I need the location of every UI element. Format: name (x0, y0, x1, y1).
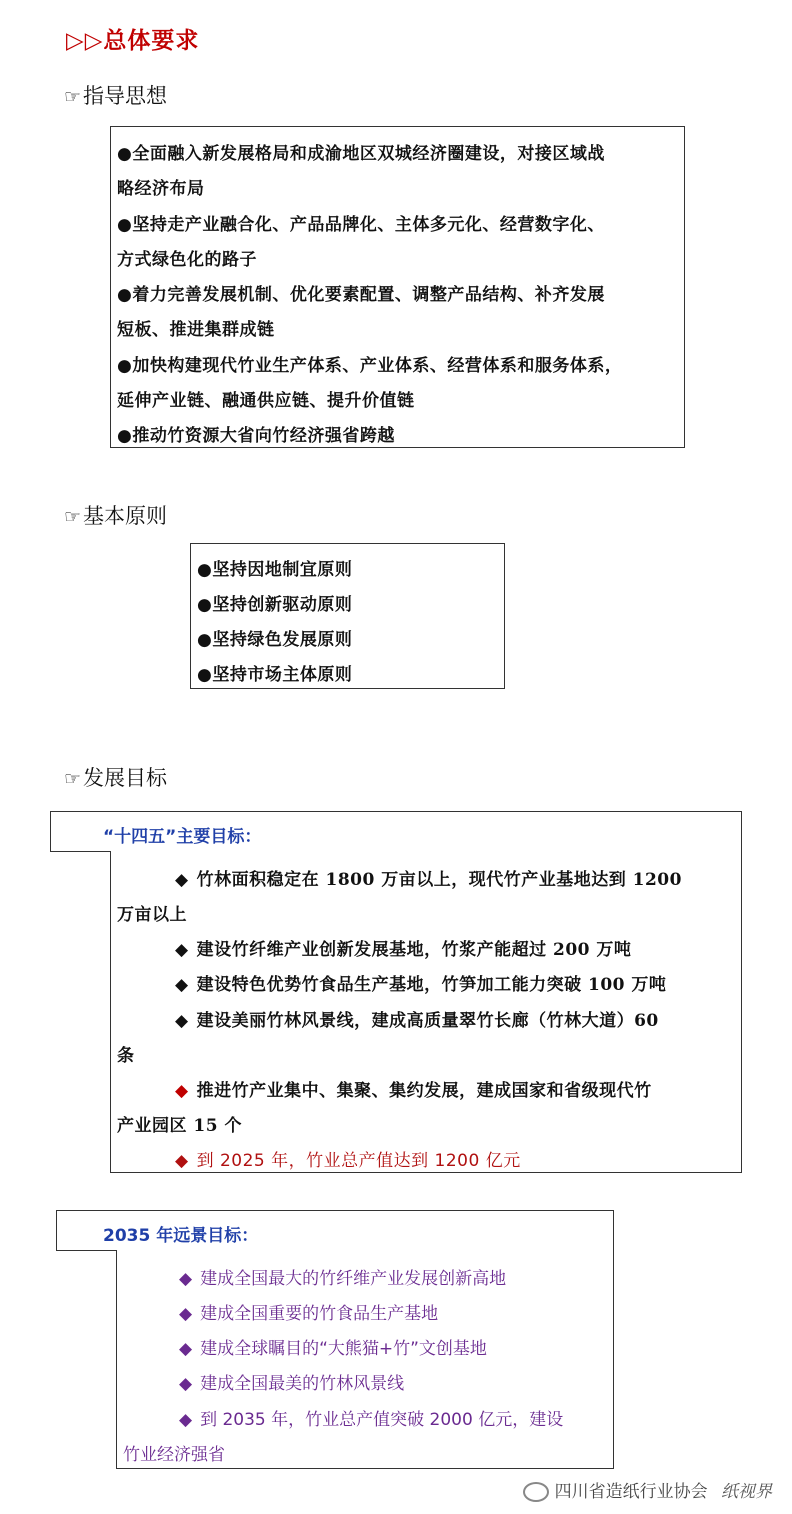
section-heading-guiding (64, 80, 167, 110)
plan-goal-cont: 万亩以上 (117, 905, 187, 925)
watermark-logo: 纸视界 (721, 1482, 772, 1502)
diamond-bullet-icon: ◆ (179, 1304, 193, 1324)
vision-label-box (56, 1210, 614, 1251)
guiding-line: 略经济布局 (117, 179, 205, 199)
diamond-bullet-icon: ◆ (175, 940, 189, 960)
section-heading-targets (64, 762, 167, 792)
plan-label-box (50, 811, 742, 852)
page-title: ▷▷总体要求 (66, 28, 200, 54)
guiding-line: ●推动竹资源大省向竹经济强省跨越 (117, 426, 395, 446)
principle-item: ●坚持绿色发展原则 (197, 630, 353, 650)
watermark (523, 1477, 772, 1502)
guiding-line: 方式绿色化的路子 (117, 250, 257, 270)
plan-goal: ◆ 建设美丽竹林风景线，建成高质量翠竹长廊（竹林大道）60 (175, 1011, 659, 1031)
vision-goal: ◆ 建成全球瞩目的“大熊猫+竹”文创基地 (179, 1339, 487, 1359)
guiding-line: ●坚持走产业融合化、产品品牌化、主体多元化、经营数字化、 (117, 215, 605, 235)
section-heading-principles (64, 500, 167, 530)
vision-goal: ◆ 建成全国重要的竹食品生产基地 (179, 1304, 439, 1324)
vision-goal: ◆ 建成全国最美的竹林风景线 (179, 1374, 405, 1394)
principle-item: ●坚持市场主体原则 (197, 665, 353, 685)
vision-goal: ◆ 到 2035 年，竹业总产值突破 2000 亿元，建设 (179, 1410, 564, 1430)
diamond-bullet-icon: ◆ (175, 1081, 189, 1101)
plan-goal-highlight: ◆ 到 2025 年，竹业总产值达到 1200 亿元 (175, 1151, 521, 1171)
guiding-line: 延伸产业链、融通供应链、提升价值链 (117, 391, 415, 411)
plan-goal: ◆ 推进竹产业集中、集聚、集约发展，建成国家和省级现代竹 (175, 1081, 652, 1101)
diamond-bullet-icon: ◆ (175, 975, 189, 995)
diamond-bullet-icon: ◆ (175, 1151, 189, 1171)
diamond-bullet-icon: ◆ (179, 1269, 193, 1289)
diamond-bullet-icon: ◆ (179, 1410, 193, 1430)
principle-item: ●坚持创新驱动原则 (197, 595, 353, 615)
plan-box (110, 851, 742, 1173)
plan-goal: ◆ 建设特色优势竹食品生产基地，竹笋加工能力突破 100 万吨 (175, 975, 667, 995)
diamond-bullet-icon: ◆ (179, 1339, 193, 1359)
plan-goal: ◆ 竹林面积稳定在 1800 万亩以上，现代竹产业基地达到 1200 (175, 870, 682, 890)
wechat-icon (523, 1482, 549, 1502)
plan-goal-cont: 条 (117, 1046, 135, 1066)
principle-item: ●坚持因地制宜原则 (197, 560, 353, 580)
section-heading-text: 指导思想 (83, 84, 168, 108)
pointing-hand-icon: ☞ (64, 86, 82, 108)
section-heading-text: 基本原则 (83, 504, 168, 528)
principles-box (190, 543, 505, 689)
diamond-bullet-icon: ◆ (175, 870, 189, 890)
diamond-bullet-icon: ◆ (179, 1374, 193, 1394)
vision-goal: ◆ 建成全国最大的竹纤维产业发展创新高地 (179, 1269, 507, 1289)
plan-goal-cont: 产业园区 15 个 (117, 1116, 242, 1136)
diamond-bullet-icon: ◆ (175, 1011, 189, 1031)
guiding-box (110, 126, 685, 448)
vision-label: 2035 年远景目标： (103, 1226, 259, 1246)
pointing-hand-icon: ☞ (64, 768, 82, 790)
guiding-line: ●加快构建现代竹业生产体系、产业体系、经营体系和服务体系， (117, 356, 623, 376)
vision-goal-cont: 竹业经济强省 (123, 1445, 225, 1465)
guiding-line: 短板、推进集群成链 (117, 320, 275, 340)
vision-box (116, 1250, 614, 1469)
watermark-text: 四川省造纸行业协会 (554, 1482, 708, 1502)
pointing-hand-icon: ☞ (64, 506, 82, 528)
guiding-line: ●着力完善发展机制、优化要素配置、调整产品结构、补齐发展 (117, 285, 605, 305)
plan-goal: ◆ 建设竹纤维产业创新发展基地，竹浆产能超过 200 万吨 (175, 940, 632, 960)
section-heading-text: 发展目标 (83, 766, 168, 790)
guiding-line: ●全面融入新发展格局和成渝地区双城经济圈建设，对接区域战 (117, 144, 605, 164)
plan-label: “十四五”主要目标： (103, 827, 262, 847)
